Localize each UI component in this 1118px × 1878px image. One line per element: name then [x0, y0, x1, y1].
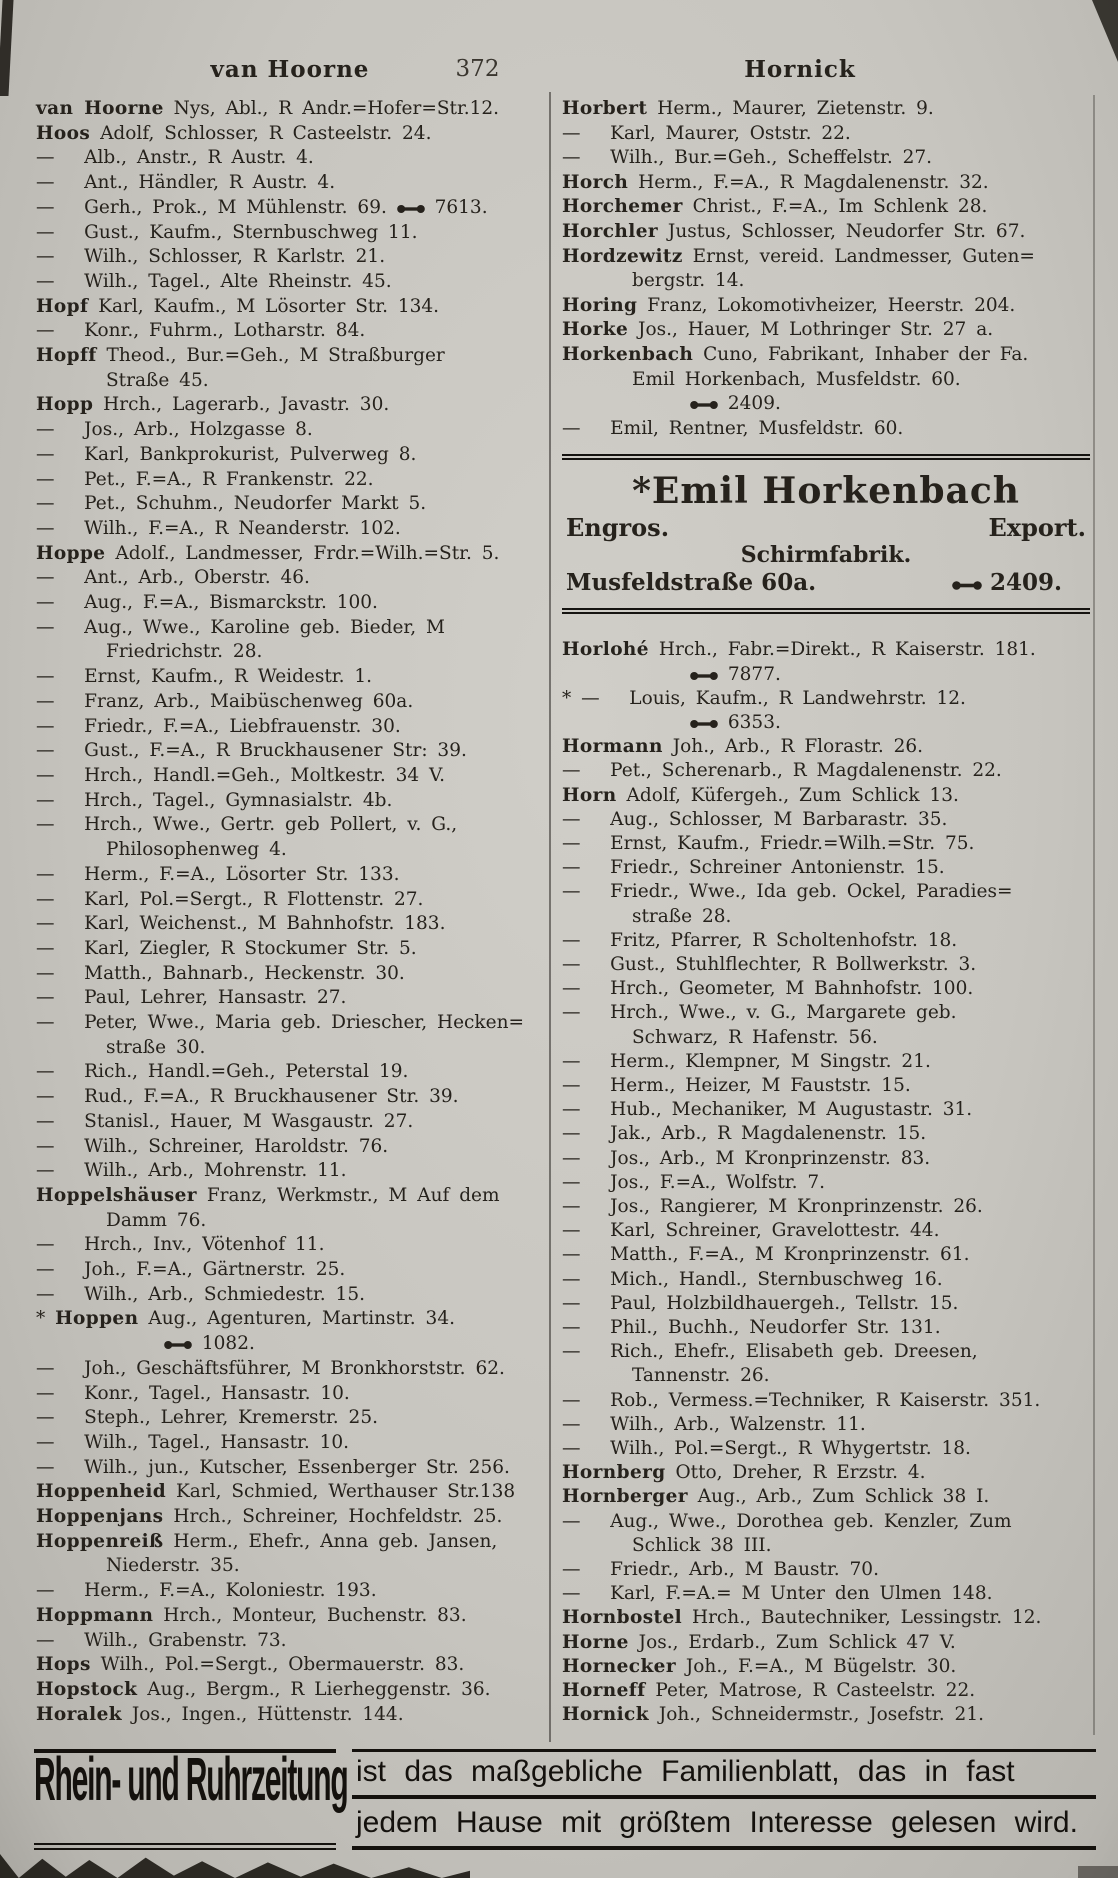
directory-entry: — Mich., Handl., Sternbuschweg 16.	[562, 1268, 943, 1290]
surname: Horchler	[562, 220, 659, 242]
directory-entry: — Paul, Holzbildhauergeh., Tellstr. 15.	[562, 1292, 959, 1314]
right-column-bottom-entries	[562, 638, 1090, 1727]
ditto-dash: —	[36, 913, 55, 935]
surname: van Hoorne	[36, 98, 164, 119]
directory-entry: — Karl, Schreiner, Gravelottestr. 44.	[562, 1220, 940, 1242]
directory-entry: Horchler Justus, Schlosser, Neudorfer Str. 67.	[562, 220, 1026, 242]
directory-entry: — Franz, Arb., Maibüschenweg 60a.	[36, 690, 414, 712]
directory-entry: — Wilh., Arb., Schmiedestr. 15.	[36, 1283, 365, 1305]
scan-artifact-bottom-left	[0, 1854, 470, 1878]
directory-entry: Horchemer Christ., F.=A., Im Schlenk 28.	[562, 196, 988, 218]
telephone-icon	[164, 1340, 192, 1350]
directory-entry: — Herm., Klempner, M Singstr. 21.	[562, 1050, 931, 1072]
surname: Hordzewitz	[562, 245, 683, 267]
directory-entry: — Stanisl., Hauer, M Wasgaustr. 27.	[36, 1110, 414, 1132]
directory-entry: — Hrch., Handl.=Geh., Moltkestr. 34 V.	[36, 764, 446, 786]
page-header	[0, 56, 1118, 86]
ditto-dash: —	[36, 888, 55, 910]
directory-entry: — Aug., Schlosser, M Barbarastr. 35.	[562, 808, 948, 830]
ditto-dash: —	[562, 1438, 581, 1460]
ad-subtitle: Schirmfabrik.	[740, 542, 912, 569]
surname: Hoppe	[36, 542, 106, 564]
directory-entry: — Friedr., F.=A., Liebfrauenstr. 30.	[36, 715, 401, 737]
directory-entry: — Rud., F.=A., R Bruckhausener Str. 39.	[36, 1086, 459, 1108]
ditto-dash: —	[562, 1050, 581, 1072]
directory-entry: — Joh., Geschäftsführer, M Bronkhorststr. 62.	[36, 1357, 505, 1379]
surname: Horing	[562, 294, 638, 316]
directory-entry: — Wilh., Grabenstr. 73.	[36, 1629, 287, 1651]
directory-entry: — Friedr., Arb., M Baustr. 70.	[562, 1559, 879, 1581]
ditto-dash: —	[581, 687, 600, 709]
surname: Horalek	[36, 1703, 122, 1725]
telephone-icon	[690, 400, 718, 410]
ditto-dash: —	[36, 764, 55, 786]
directory-entry: — Gerh., Prok., M Mühlenstr. 69. 7613.	[36, 196, 488, 218]
scan-artifact-bottom-right	[1078, 1866, 1118, 1878]
directory-entry: Hopp Hrch., Lagerarb., Javastr. 30.	[36, 394, 390, 416]
directory-entry: — Wilh., Tagel., Alte Rheinstr. 45.	[36, 270, 392, 292]
ditto-dash: —	[36, 1629, 55, 1651]
directory-entry: — Pet., F.=A., R Frankenstr. 22.	[36, 468, 374, 490]
directory-entry: — Peter, Wwe., Maria geb. Driescher, Hecken= straße 30.	[36, 1012, 524, 1058]
directory-entry: — Wilh., Schreiner, Haroldstr. 76.	[36, 1135, 389, 1157]
directory-entry: — Karl, Weichenst., M Bahnhofstr. 183.	[36, 913, 446, 935]
ditto-dash: —	[36, 1283, 55, 1305]
phone-number: 7877.	[632, 663, 1090, 687]
directory-entry: — Matth., Bahnarb., Heckenstr. 30.	[36, 962, 405, 984]
directory-entry: — Aug., Wwe., Karoline geb. Bieder, M Friedrichstr. 28.	[36, 616, 445, 663]
directory-entry: — Aug., Wwe., Dorothea geb. Kenzler, Zum Schlick 38 III.	[562, 1510, 1012, 1556]
directory-entry: — Wilh., F.=A., R Neanderstr. 102.	[36, 517, 401, 539]
bottom-ad-line2: jedem Hause mit größtem Interesse gelesen wird.	[352, 1803, 1096, 1850]
ditto-dash: —	[36, 1061, 55, 1083]
surname: Hops	[36, 1654, 91, 1676]
directory-entry: Horalek Jos., Ingen., Hüttenstr. 144.	[36, 1703, 404, 1725]
directory-entry: — Phil., Buchh., Neudorfer Str. 131.	[562, 1317, 941, 1338]
bottom-ad-text	[352, 1749, 1096, 1850]
ditto-dash: —	[36, 246, 55, 268]
directory-entry: — Rich., Ehefr., Elisabeth geb. Dreesen, Tannenstr. 26.	[562, 1341, 978, 1387]
ditto-dash: —	[562, 832, 581, 854]
bottom-ad	[34, 1745, 1096, 1850]
ditto-dash: —	[562, 1292, 581, 1314]
directory-entry: — Friedr., Schreiner Antonienstr. 15.	[562, 857, 945, 879]
ditto-dash: —	[36, 196, 55, 218]
directory-entry: Hormann Joh., Arb., R Florastr. 26.	[562, 736, 924, 758]
ditto-dash: —	[562, 1074, 581, 1096]
directory-entry: — Wilh., Pol.=Sergt., R Whygertstr. 18.	[562, 1438, 971, 1460]
ditto-dash: —	[562, 978, 581, 1000]
ditto-dash: —	[36, 987, 55, 1009]
surname: Hopff	[36, 345, 97, 367]
directory-entry: — Emil, Rentner, Musfeldstr. 60.	[562, 417, 904, 439]
directory-entry: Hoppelshäuser Franz, Werkmstr., M Auf dem Damm 76.	[36, 1184, 500, 1231]
ditto-dash: —	[36, 567, 55, 589]
ditto-dash: —	[36, 789, 55, 811]
right-column-top-entries	[562, 97, 1090, 441]
ditto-dash: —	[562, 1123, 581, 1145]
ditto-dash: —	[562, 857, 581, 879]
ditto-dash: —	[562, 1389, 581, 1411]
page-number: 372	[455, 56, 500, 82]
directory-entry: — Konr., Tagel., Hansastr. 10.	[36, 1382, 350, 1404]
ad-engros-label: Engros.	[566, 513, 670, 543]
ditto-dash: —	[36, 270, 55, 292]
ditto-dash: —	[562, 1510, 581, 1532]
ditto-dash: —	[36, 1580, 55, 1602]
directory-entry: — Ernst, Kaufm., Friedr.=Wilh.=Str. 75.	[562, 832, 975, 854]
phone-number: 1082.	[106, 1332, 549, 1357]
ditto-dash: —	[36, 616, 55, 638]
ditto-dash: —	[36, 468, 55, 490]
surname: Horne	[562, 1631, 629, 1653]
ditto-dash: —	[36, 1160, 55, 1182]
page-edge-rule	[1093, 95, 1095, 1735]
directory-entry: — Karl, Bankprokurist, Pulverweg 8.	[36, 443, 417, 465]
newspaper-brand	[34, 1745, 348, 1850]
directory-entry: — Jak., Arb., R Magdalenenstr. 15.	[562, 1123, 927, 1145]
phone-owner-star: *	[36, 1308, 46, 1330]
ditto-dash: —	[36, 715, 55, 737]
directory-entry: — Wilh., Arb., Walzenstr. 11.	[562, 1413, 866, 1435]
ditto-dash: —	[36, 493, 55, 515]
ad-box	[562, 454, 1090, 614]
ditto-dash: —	[562, 881, 581, 903]
directory-entry: — Wilh., jun., Kutscher, Essenberger Str. 256.	[36, 1456, 510, 1478]
directory-entry: Hoppe Adolf., Landmesser, Frdr.=Wilh.=Str. 5.	[36, 542, 500, 564]
telephone-icon	[690, 671, 718, 681]
directory-entry: — Wilh., Tagel., Hansastr. 10.	[36, 1431, 350, 1453]
directory-entry: — Ant., Arb., Oberstr. 46.	[36, 567, 310, 589]
ditto-dash: —	[36, 1407, 55, 1429]
directory-entry: — Wilh., Arb., Mohrenstr. 11.	[36, 1160, 347, 1182]
directory-entry: Horn Adolf, Küfergeh., Zum Schlick 13.	[562, 784, 959, 806]
directory-entry: — Hrch., Geometer, M Bahnhofstr. 100.	[562, 978, 974, 1000]
directory-entry: — Karl, Ziegler, R Stockumer Str. 5.	[36, 937, 417, 959]
ditto-dash: —	[36, 690, 55, 712]
ditto-dash: —	[562, 122, 581, 144]
directory-entry: Hornberger Aug., Arb., Zum Schlick 38 I.	[562, 1486, 990, 1508]
surname: Hopp	[36, 394, 94, 416]
directory-entry: — Hrch., Tagel., Gymnasialstr. 4b.	[36, 789, 393, 811]
surname: Horkenbach	[562, 343, 694, 365]
ditto-dash: —	[36, 1012, 55, 1034]
ditto-dash: —	[562, 1147, 581, 1169]
scan-artifact-top-right	[1092, 0, 1118, 62]
directory-entry: — Matth., F.=A., M Kronprinzenstr. 61.	[562, 1244, 970, 1266]
ditto-dash: —	[36, 1382, 55, 1404]
directory-entry: Hoppmann Hrch., Monteur, Buchenstr. 83.	[36, 1604, 467, 1626]
ditto-dash: —	[562, 1002, 581, 1024]
directory-entry: — Wilh., Schlosser, R Karlstr. 21.	[36, 246, 386, 268]
directory-entry: — Karl, Maurer, Oststr. 22.	[562, 122, 851, 144]
phone-owner-star: *	[562, 687, 572, 709]
bottom-ad-line1: ist das maßgebliche Familienblatt, das in fast	[352, 1749, 1096, 1799]
surname: Hoppenreiß	[36, 1530, 164, 1552]
ditto-dash: —	[562, 1317, 581, 1338]
directory-entry: — Pet., Scherenarb., R Magdalenenstr. 22.	[562, 760, 1002, 782]
surname: Horn	[562, 784, 617, 806]
surname: Hoppelshäuser	[36, 1184, 197, 1206]
directory-entry: — Herm., F.=A., Koloniestr. 193.	[36, 1580, 377, 1602]
ditto-dash: —	[36, 962, 55, 984]
directory-entry: — Gust., Kaufm., Sternbuschweg 11.	[36, 221, 418, 243]
directory-entry: — Aug., F.=A., Bismarckstr. 100.	[36, 592, 378, 614]
directory-entry: — Alb., Anstr., R Austr. 4.	[36, 147, 314, 169]
ditto-dash: —	[36, 592, 55, 614]
directory-entry: Horke Jos., Hauer, M Lothringer Str. 27 a.	[562, 319, 994, 341]
ditto-dash: —	[36, 740, 55, 762]
surname: Hoppenheid	[36, 1481, 167, 1503]
directory-entry: Horing Franz, Lokomotivheizer, Heerstr. 204.	[562, 294, 1016, 316]
ditto-dash: —	[562, 147, 581, 169]
ditto-dash: —	[36, 419, 55, 441]
ditto-dash: —	[36, 443, 55, 465]
directory-entry: — Jos., Rangierer, M Kronprinzenstr. 26.	[562, 1195, 983, 1217]
left-column	[36, 97, 549, 1727]
directory-entry: — Paul, Lehrer, Hansastr. 27.	[36, 987, 347, 1009]
ditto-dash: —	[562, 1171, 581, 1193]
ditto-dash: —	[562, 929, 581, 951]
ditto-dash: —	[562, 1559, 581, 1581]
directory-entry: van Hoorne Nys, Abl., R Andr.=Hofer=Str.12.	[36, 98, 500, 119]
directory-entry: Hordzewitz Ernst, vereid. Landmesser, Guten= bergstr. 14.	[562, 245, 1035, 292]
ditto-dash: —	[562, 1220, 581, 1242]
surname: Hormann	[562, 736, 663, 758]
ditto-dash: —	[562, 1099, 581, 1121]
directory-entry: Hoppenheid Karl, Schmied, Werthauser Str.138	[36, 1481, 516, 1503]
directory-entry: Hornecker Joh., F.=A., M Bügelstr. 30.	[562, 1655, 957, 1677]
surname: Horch	[562, 171, 629, 193]
ad-title: *Emil Horkenbach	[632, 470, 1020, 513]
ditto-dash: —	[562, 417, 581, 439]
surname: Horke	[562, 319, 629, 341]
directory-entry: — Fritz, Pfarrer, R Scholtenhofstr. 18.	[562, 929, 958, 951]
ditto-dash: —	[562, 1268, 581, 1290]
ad-export-label: Export.	[988, 513, 1086, 543]
directory-entry: Horneff Peter, Matrose, R Casteelstr. 22.	[562, 1680, 976, 1702]
directory-entry: — Gust., Stuhlflechter, R Bollwerkstr. 3.	[562, 953, 977, 975]
directory-entry: Horbert Herm., Maurer, Zietenstr. 9.	[562, 98, 934, 119]
column-divider	[549, 92, 551, 1742]
directory-entry: — Ernst, Kaufm., R Weidestr. 1.	[36, 666, 373, 688]
ditto-dash: —	[36, 1456, 55, 1478]
directory-entry: Hops Wilh., Pol.=Sergt., Obermauerstr. 83.	[36, 1654, 465, 1676]
ditto-dash: —	[562, 1341, 581, 1363]
directory-entry: — Gust., F.=A., R Bruckhausener Str: 39.	[36, 740, 467, 762]
directory-entry: — Steph., Lehrer, Kremerstr. 25.	[36, 1407, 378, 1429]
surname: Hoppmann	[36, 1604, 154, 1626]
directory-entry: * — Louis, Kaufm., R Landwehrstr. 12. 6353.	[562, 687, 1090, 735]
ditto-dash: —	[36, 221, 55, 243]
ditto-dash: —	[36, 1431, 55, 1453]
directory-entry: Hopf Karl, Kaufm., M Lösorter Str. 134.	[36, 295, 440, 317]
surname: Hoos	[36, 122, 91, 144]
surname: Horbert	[562, 98, 648, 119]
directory-entry: — Jos., Arb., Holzgasse 8.	[36, 419, 313, 441]
ditto-dash: —	[36, 1135, 55, 1157]
directory-entry: — Rob., Vermess.=Techniker, R Kaiserstr. 351.	[562, 1389, 1041, 1411]
surname: Hoppenjans	[36, 1506, 164, 1528]
ditto-dash: —	[562, 808, 581, 830]
directory-entry: — Hrch., Wwe., Gertr. geb Pollert, v. G., Philosophenweg 4.	[36, 814, 458, 861]
ditto-dash: —	[36, 1086, 55, 1108]
ditto-dash: —	[36, 1357, 55, 1379]
ditto-dash: —	[562, 953, 581, 975]
directory-entry: — Rich., Handl.=Geh., Peterstal 19.	[36, 1061, 409, 1083]
directory-entry: — Friedr., Wwe., Ida geb. Ockel, Paradies= straße 28.	[562, 881, 1013, 927]
directory-entry: — Pet., Schuhm., Neudorfer Markt 5.	[36, 493, 427, 515]
directory-entry: — Herm., Heizer, M Fauststr. 15.	[562, 1074, 911, 1096]
surname: Hornberger	[562, 1486, 688, 1508]
telephone-icon	[690, 719, 718, 729]
directory-entry: — Konr., Fuhrm., Lotharstr. 84.	[36, 320, 366, 342]
phone-number: 2409.	[632, 392, 1090, 417]
directory-entry: Hoppenjans Hrch., Schreiner, Hochfeldstr. 25.	[36, 1506, 503, 1528]
directory-entry: — Hrch., Inv., Vötenhof 11.	[36, 1234, 325, 1256]
directory-entry: — Karl, Pol.=Sergt., R Flottenstr. 27.	[36, 888, 424, 910]
ditto-dash: —	[36, 937, 55, 959]
ditto-dash: —	[36, 517, 55, 539]
directory-entry: Hornberg Otto, Dreher, R Erzstr. 4.	[562, 1462, 926, 1484]
directory-entry: Hornick Joh., Schneidermstr., Josefstr. 21.	[562, 1704, 984, 1726]
directory-entry: — Wilh., Bur.=Geh., Scheffelstr. 27.	[562, 147, 933, 169]
directory-entry: Hornbostel Hrch., Bautechniker, Lessingstr. 12.	[562, 1607, 1042, 1629]
header-right-keyword: Hornick	[744, 56, 856, 83]
directory-entry: — Joh., F.=A., Gärtnerstr. 25.	[36, 1259, 346, 1281]
ditto-dash: —	[36, 666, 55, 688]
ditto-dash: —	[36, 814, 55, 836]
directory-entry: — Herm., F.=A., Lösorter Str. 133.	[36, 863, 400, 885]
directory-entry: — Jos., F.=A., Wolfstr. 7.	[562, 1171, 825, 1193]
surname: Hornberg	[562, 1462, 666, 1484]
directory-entry: — Ant., Händler, R Austr. 4.	[36, 172, 336, 194]
directory-entry: — Jos., Arb., M Kronprinzenstr. 83.	[562, 1147, 931, 1169]
newspaper-brand-text: Rhein- und Ruhrzeitung	[34, 1745, 348, 1814]
surname: Horchemer	[562, 196, 683, 218]
surname: Hornbostel	[562, 1607, 683, 1629]
telephone-icon	[397, 204, 425, 214]
surname: Hoppen	[55, 1308, 139, 1330]
directory-entry: Horch Herm., F.=A., R Magdalenenstr. 32.	[562, 171, 989, 193]
surname: Horlohé	[562, 639, 649, 661]
directory-entry: — Hrch., Wwe., v. G., Margarete geb. Schwarz, R Hafenstr. 56.	[562, 1002, 957, 1048]
ditto-dash: —	[562, 1413, 581, 1435]
ditto-dash: —	[562, 1244, 581, 1266]
surname: Horneff	[562, 1680, 646, 1702]
right-column	[562, 97, 1090, 1727]
directory-entry: Hoos Adolf, Schlosser, R Casteelstr. 24.	[36, 122, 432, 144]
surname: Hopf	[36, 295, 89, 317]
ditto-dash: —	[562, 760, 581, 782]
ditto-dash: —	[36, 863, 55, 885]
ditto-dash: —	[562, 1583, 581, 1605]
ad-address: Musfeldstraße 60a.	[566, 569, 817, 597]
directory-entry: — Karl, F.=A.= M Unter den Ulmen 148.	[562, 1583, 993, 1605]
directory-entry: * Hoppen Aug., Agenturen, Martinstr. 34. 1082.	[36, 1307, 549, 1356]
directory-entry: — Hub., Mechaniker, M Augustastr. 31.	[562, 1099, 973, 1121]
directory-entry: Horlohé Hrch., Fabr.=Direkt., R Kaiserstr. 181. 7877.	[562, 638, 1090, 686]
ditto-dash: —	[36, 1259, 55, 1281]
ditto-dash: —	[36, 1234, 55, 1256]
ditto-dash: —	[36, 1110, 55, 1132]
phone-number: 6353.	[632, 711, 1090, 735]
ditto-dash: —	[36, 172, 55, 194]
ditto-dash: —	[36, 320, 55, 342]
telephone-icon	[952, 580, 982, 591]
ad-phone: 2409.	[952, 568, 1062, 598]
header-left-keyword: van Hoorne	[210, 56, 370, 83]
directory-entry: Hopstock Aug., Bergm., R Lierheggenstr. 36.	[36, 1679, 491, 1700]
surname: Hornecker	[562, 1655, 676, 1677]
directory-entry: Hopff Theod., Bur.=Geh., M Straßburger Straße 45.	[36, 345, 445, 391]
directory-entry: Horkenbach Cuno, Fabrikant, Inhaber der Fa. Emil Horkenbach, Musfeldstr. 60. 2409.	[562, 343, 1090, 417]
surname: Hopstock	[36, 1679, 138, 1700]
directory-entry: Hoppenreiß Herm., Ehefr., Anna geb. Jansen, Niederstr. 35.	[36, 1530, 498, 1577]
ditto-dash: —	[36, 147, 55, 169]
ditto-dash: —	[562, 1195, 581, 1217]
surname: Hornick	[562, 1704, 649, 1726]
directory-entry: Horne Jos., Erdarb., Zum Schlick 47 V.	[562, 1631, 956, 1653]
